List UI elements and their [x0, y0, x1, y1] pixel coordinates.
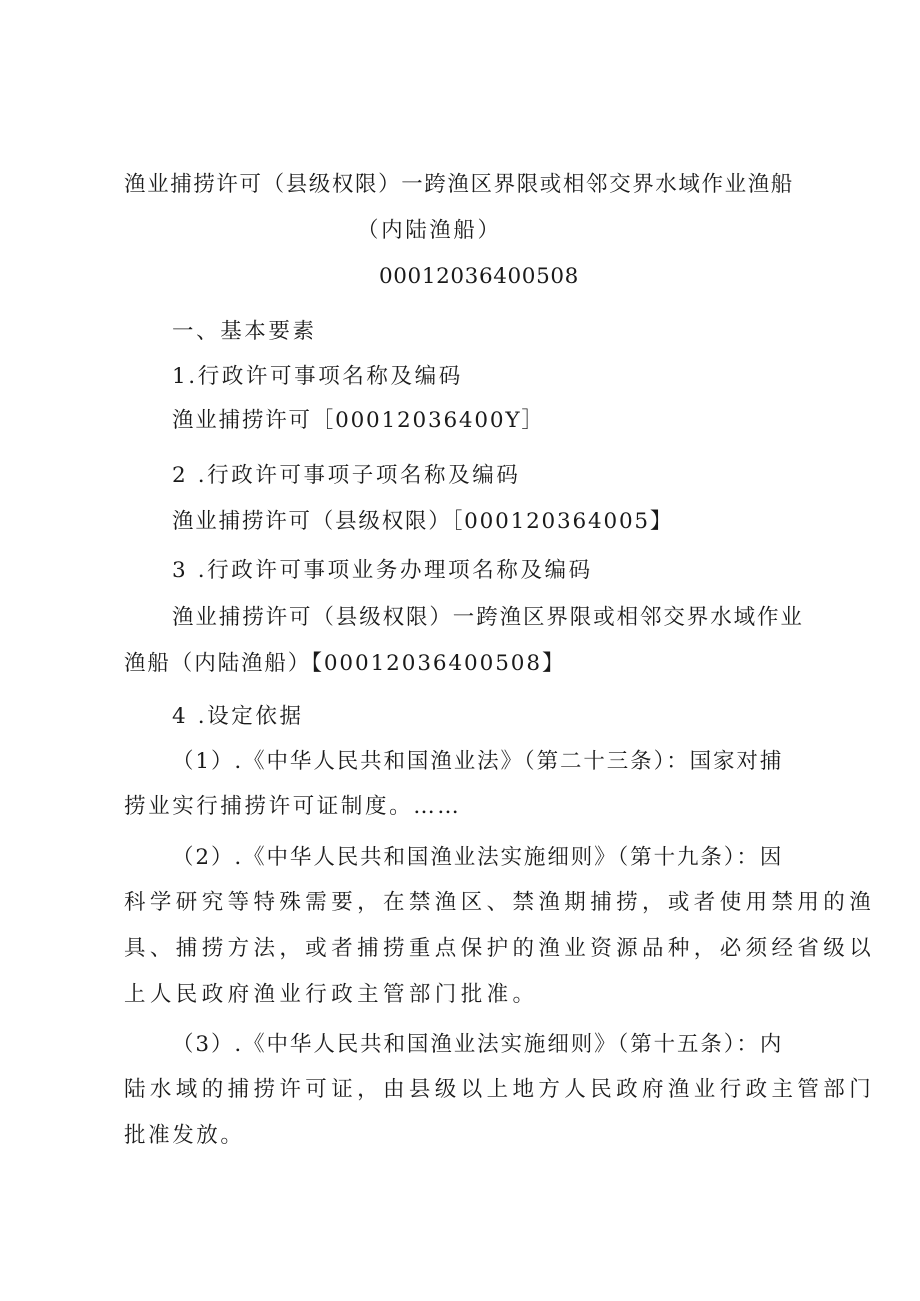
basis-2-line-4: 上人民政府渔业行政主管部门批准。 — [124, 982, 539, 1007]
document-title-code: 00012036400508 — [379, 264, 579, 289]
basis-2-line-2: 科学研究等特殊需要，在禁渔区、禁渔期捕捞，或者使用禁用的渔 — [124, 890, 876, 915]
item-3-label: 3 .行政许可事项业务办理项名称及编码 — [172, 558, 593, 583]
section-heading-basic-elements: 一、基本要素 — [172, 319, 317, 344]
item-3-value-line-1: 渔业捕捞许可（县级权限）一跨渔区界限或相邻交界水域作业 — [172, 605, 804, 630]
basis-1-line-2: 捞业实行捕捞许可证制度。…… — [124, 794, 462, 819]
item-1-label: 1.行政许可事项名称及编码 — [172, 364, 463, 389]
basis-2-line-1: （2）.《中华人民共和国渔业法实施细则》（第十九条）：因 — [172, 845, 784, 870]
document-title-line-1: 渔业捕捞许可（县级权限）一跨渔区界限或相邻交界水域作业渔船 — [124, 172, 794, 197]
basis-3-line-2: 陆水域的捕捞许可证，由县级以上地方人民政府渔业行政主管部门 — [124, 1077, 876, 1102]
basis-3-line-3: 批准发放。 — [124, 1123, 245, 1148]
basis-2-line-3: 具、捕捞方法，或者捕捞重点保护的渔业资源品种，必须经省级以 — [124, 936, 876, 961]
item-1-value: 渔业捕捞许可［00012036400Y］ — [172, 408, 545, 433]
item-2-label: 2 .行政许可事项子项名称及编码 — [172, 463, 521, 488]
basis-1-line-1: （1）.《中华人民共和国渔业法》（第二十三条）：国家对捕 — [172, 749, 784, 774]
item-3-value-line-2: 渔船（内陆渔船）【00012036400508】 — [124, 651, 566, 676]
item-4-label: 4 .设定依据 — [172, 704, 304, 729]
item-2-value: 渔业捕捞许可（县级权限）［000120364005】 — [172, 509, 674, 534]
basis-3-line-1: （3）.《中华人民共和国渔业法实施细则》（第十五条）：内 — [172, 1032, 784, 1057]
document-title-line-2: （内陆渔船） — [357, 218, 502, 243]
